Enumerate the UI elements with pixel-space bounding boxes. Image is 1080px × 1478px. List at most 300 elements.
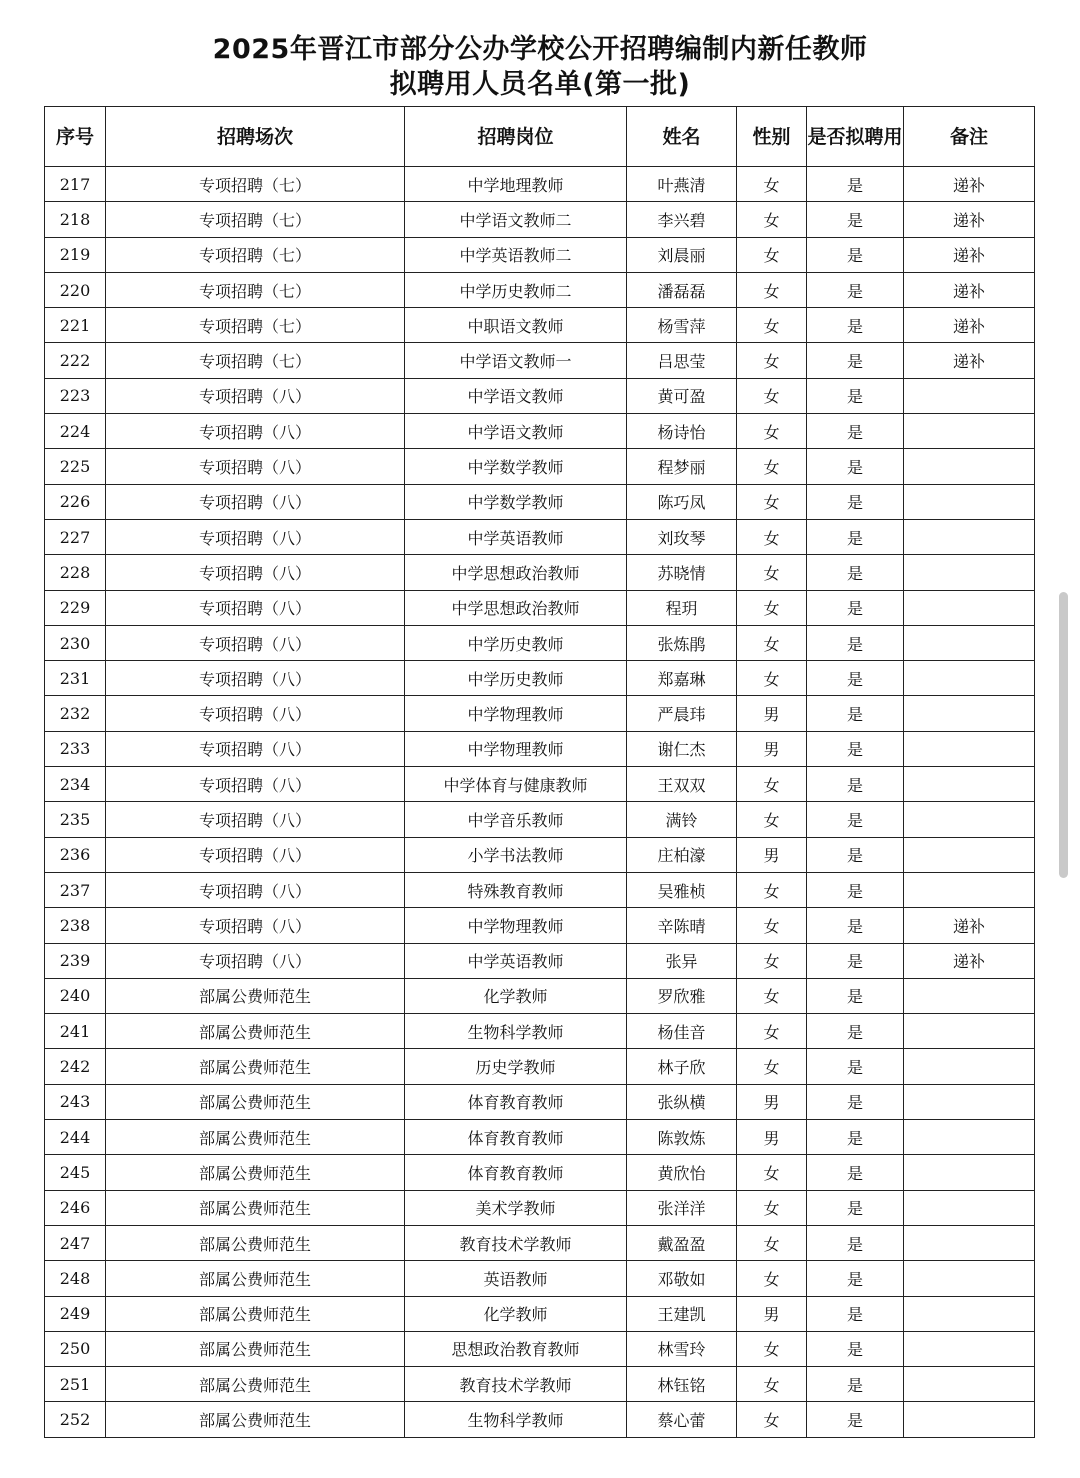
- cell-gender: 女: [737, 484, 807, 519]
- cell-session: 专项招聘（八）: [106, 590, 405, 625]
- cell-hire: 是: [807, 1367, 904, 1402]
- cell-position: 美术学教师: [405, 1190, 627, 1225]
- cell-session: 部属公费师范生: [106, 1049, 405, 1084]
- cell-remark: [904, 1261, 1035, 1296]
- cell-seq: 247: [45, 1225, 106, 1260]
- cell-position: 中学历史教师二: [405, 272, 627, 307]
- header-seq: 序号: [45, 107, 106, 167]
- cell-seq: 230: [45, 625, 106, 660]
- cell-seq: 218: [45, 202, 106, 237]
- table-row: [45, 1225, 1035, 1260]
- cell-gender: 女: [737, 590, 807, 625]
- cell-session: 专项招聘（八）: [106, 767, 405, 802]
- cell-remark: 递补: [904, 943, 1035, 978]
- cell-session: 部属公费师范生: [106, 1402, 405, 1437]
- cell-position: 体育教育教师: [405, 1120, 627, 1155]
- cell-position: 中学语文教师二: [405, 202, 627, 237]
- cell-position: 中学英语教师: [405, 519, 627, 554]
- cell-hire: 是: [807, 1049, 904, 1084]
- cell-remark: [904, 1367, 1035, 1402]
- cell-name: 林雪玲: [627, 1331, 737, 1366]
- cell-position: 教育技术学教师: [405, 1225, 627, 1260]
- table-row: [45, 908, 1035, 943]
- table-row: [45, 202, 1035, 237]
- table-row: [45, 237, 1035, 272]
- cell-hire: 是: [807, 1296, 904, 1331]
- cell-position: 中学英语教师二: [405, 237, 627, 272]
- cell-name: 王双双: [627, 767, 737, 802]
- cell-gender: 女: [737, 414, 807, 449]
- cell-name: 蔡心蕾: [627, 1402, 737, 1437]
- cell-session: 专项招聘（八）: [106, 837, 405, 872]
- cell-remark: [904, 1049, 1035, 1084]
- cell-seq: 231: [45, 661, 106, 696]
- cell-seq: 251: [45, 1367, 106, 1402]
- cell-hire: 是: [807, 308, 904, 343]
- cell-seq: 236: [45, 837, 106, 872]
- cell-session: 专项招聘（八）: [106, 908, 405, 943]
- cell-remark: 递补: [904, 237, 1035, 272]
- cell-position: 中学物理教师: [405, 731, 627, 766]
- cell-name: 谢仁杰: [627, 731, 737, 766]
- cell-position: 化学教师: [405, 1296, 627, 1331]
- cell-gender: 女: [737, 1190, 807, 1225]
- cell-position: 中学历史教师: [405, 661, 627, 696]
- cell-hire: 是: [807, 1190, 904, 1225]
- cell-name: 郑嘉琳: [627, 661, 737, 696]
- table-row: [45, 555, 1035, 590]
- cell-seq: 246: [45, 1190, 106, 1225]
- cell-hire: 是: [807, 908, 904, 943]
- cell-name: 林钰铭: [627, 1367, 737, 1402]
- cell-session: 专项招聘（八）: [106, 449, 405, 484]
- cell-session: 专项招聘（七）: [106, 167, 405, 202]
- cell-seq: 244: [45, 1120, 106, 1155]
- table-row: [45, 1120, 1035, 1155]
- cell-position: 中学数学教师: [405, 484, 627, 519]
- cell-position: 中学语文教师: [405, 414, 627, 449]
- cell-hire: 是: [807, 661, 904, 696]
- cell-position: 思想政治教育教师: [405, 1331, 627, 1366]
- cell-seq: 245: [45, 1155, 106, 1190]
- cell-session: 专项招聘（七）: [106, 237, 405, 272]
- cell-gender: 男: [737, 837, 807, 872]
- cell-position: 中学数学教师: [405, 449, 627, 484]
- cell-seq: 235: [45, 802, 106, 837]
- cell-remark: [904, 696, 1035, 731]
- cell-position: 中学体育与健康教师: [405, 767, 627, 802]
- table-row: [45, 484, 1035, 519]
- cell-remark: [904, 767, 1035, 802]
- table-row: [45, 272, 1035, 307]
- cell-session: 专项招聘（八）: [106, 872, 405, 907]
- cell-session: 部属公费师范生: [106, 1367, 405, 1402]
- cell-position: 中学英语教师: [405, 943, 627, 978]
- table-header-row: [45, 107, 1035, 167]
- cell-gender: 女: [737, 802, 807, 837]
- cell-hire: 是: [807, 1155, 904, 1190]
- cell-remark: [904, 1225, 1035, 1260]
- cell-gender: 男: [737, 1084, 807, 1119]
- table-row: [45, 943, 1035, 978]
- cell-position: 中学音乐教师: [405, 802, 627, 837]
- cell-session: 专项招聘（八）: [106, 943, 405, 978]
- table-row: [45, 1402, 1035, 1437]
- cell-session: 专项招聘（八）: [106, 661, 405, 696]
- cell-gender: 女: [737, 661, 807, 696]
- cell-hire: 是: [807, 731, 904, 766]
- cell-position: 教育技术学教师: [405, 1367, 627, 1402]
- cell-remark: [904, 872, 1035, 907]
- cell-gender: 男: [737, 1296, 807, 1331]
- cell-remark: [904, 625, 1035, 660]
- cell-remark: [904, 484, 1035, 519]
- cell-session: 专项招聘（八）: [106, 378, 405, 413]
- cell-remark: 递补: [904, 167, 1035, 202]
- cell-seq: 232: [45, 696, 106, 731]
- cell-remark: [904, 1402, 1035, 1437]
- cell-gender: 女: [737, 272, 807, 307]
- cell-position: 生物科学教师: [405, 1014, 627, 1049]
- cell-session: 部属公费师范生: [106, 1120, 405, 1155]
- cell-gender: 女: [737, 555, 807, 590]
- cell-hire: 是: [807, 1120, 904, 1155]
- cell-name: 吴雅桢: [627, 872, 737, 907]
- cell-session: 部属公费师范生: [106, 1261, 405, 1296]
- header-session: 招聘场次: [106, 107, 405, 167]
- cell-position: 中学历史教师: [405, 625, 627, 660]
- cell-hire: 是: [807, 1084, 904, 1119]
- cell-seq: 237: [45, 872, 106, 907]
- cell-position: 中学思想政治教师: [405, 555, 627, 590]
- cell-session: 专项招聘（八）: [106, 555, 405, 590]
- title-line-2: 拟聘用人员名单(第一批): [389, 69, 691, 100]
- cell-seq: 228: [45, 555, 106, 590]
- cell-hire: 是: [807, 202, 904, 237]
- cell-remark: [904, 1120, 1035, 1155]
- cell-seq: 225: [45, 449, 106, 484]
- cell-gender: 女: [737, 978, 807, 1013]
- hire-list-table: [44, 106, 1035, 1438]
- cell-hire: 是: [807, 590, 904, 625]
- cell-hire: 是: [807, 272, 904, 307]
- table-row: [45, 1155, 1035, 1190]
- cell-seq: 248: [45, 1261, 106, 1296]
- cell-seq: 233: [45, 731, 106, 766]
- cell-seq: 250: [45, 1331, 106, 1366]
- cell-name: 罗欣雅: [627, 978, 737, 1013]
- cell-remark: [904, 590, 1035, 625]
- cell-gender: 女: [737, 343, 807, 378]
- cell-position: 中学语文教师: [405, 378, 627, 413]
- cell-hire: 是: [807, 519, 904, 554]
- cell-session: 部属公费师范生: [106, 1084, 405, 1119]
- cell-name: 刘晨丽: [627, 237, 737, 272]
- header-position: 招聘岗位: [405, 107, 627, 167]
- cell-position: 特殊教育教师: [405, 872, 627, 907]
- cell-gender: 男: [737, 696, 807, 731]
- table-row: [45, 625, 1035, 660]
- cell-remark: 递补: [904, 308, 1035, 343]
- table-row: [45, 837, 1035, 872]
- cell-session: 专项招聘（八）: [106, 802, 405, 837]
- cell-seq: 241: [45, 1014, 106, 1049]
- cell-name: 辛陈晴: [627, 908, 737, 943]
- cell-name: 程梦丽: [627, 449, 737, 484]
- cell-hire: 是: [807, 802, 904, 837]
- cell-seq: 224: [45, 414, 106, 449]
- cell-session: 专项招聘（八）: [106, 696, 405, 731]
- cell-gender: 女: [737, 1402, 807, 1437]
- cell-remark: 递补: [904, 272, 1035, 307]
- cell-session: 部属公费师范生: [106, 1155, 405, 1190]
- cell-remark: [904, 449, 1035, 484]
- table-row: [45, 167, 1035, 202]
- header-name: 姓名: [627, 107, 737, 167]
- cell-name: 刘玫琴: [627, 519, 737, 554]
- table-row: [45, 1296, 1035, 1331]
- cell-remark: 递补: [904, 908, 1035, 943]
- cell-name: 杨佳音: [627, 1014, 737, 1049]
- cell-position: 中学语文教师一: [405, 343, 627, 378]
- cell-seq: 240: [45, 978, 106, 1013]
- cell-gender: 女: [737, 943, 807, 978]
- cell-seq: 249: [45, 1296, 106, 1331]
- cell-gender: 女: [737, 202, 807, 237]
- header-hire: 是否拟聘用: [807, 107, 904, 167]
- cell-name: 陈敦炼: [627, 1120, 737, 1155]
- cell-name: 林子欣: [627, 1049, 737, 1084]
- table-row: [45, 696, 1035, 731]
- cell-remark: [904, 802, 1035, 837]
- cell-hire: 是: [807, 484, 904, 519]
- cell-name: 黄欣怡: [627, 1155, 737, 1190]
- cell-remark: [904, 519, 1035, 554]
- table-row: [45, 1014, 1035, 1049]
- cell-name: 杨诗怡: [627, 414, 737, 449]
- cell-position: 小学书法教师: [405, 837, 627, 872]
- table-row: [45, 308, 1035, 343]
- cell-hire: 是: [807, 449, 904, 484]
- cell-hire: 是: [807, 696, 904, 731]
- cell-name: 张纵横: [627, 1084, 737, 1119]
- cell-hire: 是: [807, 1014, 904, 1049]
- cell-gender: 女: [737, 308, 807, 343]
- cell-gender: 女: [737, 378, 807, 413]
- cell-seq: 220: [45, 272, 106, 307]
- cell-gender: 女: [737, 1049, 807, 1084]
- cell-gender: 女: [737, 167, 807, 202]
- cell-name: 满铃: [627, 802, 737, 837]
- cell-name: 吕思莹: [627, 343, 737, 378]
- cell-session: 部属公费师范生: [106, 1190, 405, 1225]
- cell-position: 化学教师: [405, 978, 627, 1013]
- cell-session: 专项招聘（八）: [106, 484, 405, 519]
- cell-hire: 是: [807, 1402, 904, 1437]
- cell-name: 黄可盈: [627, 378, 737, 413]
- table-row: [45, 449, 1035, 484]
- cell-name: 严晨玮: [627, 696, 737, 731]
- cell-hire: 是: [807, 625, 904, 660]
- cell-name: 庄柏濠: [627, 837, 737, 872]
- cell-name: 邓敬如: [627, 1261, 737, 1296]
- table-row: [45, 1331, 1035, 1366]
- cell-session: 专项招聘（七）: [106, 343, 405, 378]
- cell-seq: 238: [45, 908, 106, 943]
- table-row: [45, 414, 1035, 449]
- cell-position: 历史学教师: [405, 1049, 627, 1084]
- cell-remark: [904, 1014, 1035, 1049]
- cell-remark: [904, 555, 1035, 590]
- cell-position: 体育教育教师: [405, 1155, 627, 1190]
- cell-name: 戴盈盈: [627, 1225, 737, 1260]
- cell-gender: 女: [737, 1331, 807, 1366]
- cell-name: 张洋洋: [627, 1190, 737, 1225]
- cell-gender: 女: [737, 1155, 807, 1190]
- header-gender: 性别: [737, 107, 807, 167]
- cell-gender: 男: [737, 1120, 807, 1155]
- cell-hire: 是: [807, 767, 904, 802]
- cell-seq: 252: [45, 1402, 106, 1437]
- header-remark: 备注: [904, 107, 1035, 167]
- cell-seq: 223: [45, 378, 106, 413]
- table-row: [45, 1084, 1035, 1119]
- cell-hire: 是: [807, 1225, 904, 1260]
- cell-seq: 221: [45, 308, 106, 343]
- cell-session: 专项招聘（八）: [106, 519, 405, 554]
- cell-hire: 是: [807, 1261, 904, 1296]
- cell-gender: 女: [737, 449, 807, 484]
- cell-session: 部属公费师范生: [106, 1225, 405, 1260]
- cell-name: 陈巧凤: [627, 484, 737, 519]
- cell-name: 王建凯: [627, 1296, 737, 1331]
- cell-gender: 女: [737, 1367, 807, 1402]
- table-row: [45, 519, 1035, 554]
- cell-position: 中职语文教师: [405, 308, 627, 343]
- cell-remark: [904, 1296, 1035, 1331]
- cell-hire: 是: [807, 837, 904, 872]
- cell-session: 专项招聘（八）: [106, 625, 405, 660]
- cell-hire: 是: [807, 237, 904, 272]
- cell-session: 专项招聘（七）: [106, 272, 405, 307]
- cell-gender: 女: [737, 237, 807, 272]
- vertical-scrollbar[interactable]: [1059, 592, 1068, 878]
- cell-remark: 递补: [904, 202, 1035, 237]
- cell-hire: 是: [807, 167, 904, 202]
- cell-gender: 女: [737, 1261, 807, 1296]
- cell-session: 部属公费师范生: [106, 1296, 405, 1331]
- cell-remark: 递补: [904, 343, 1035, 378]
- cell-seq: 226: [45, 484, 106, 519]
- cell-name: 张炼鹃: [627, 625, 737, 660]
- cell-session: 专项招聘（七）: [106, 308, 405, 343]
- cell-seq: 243: [45, 1084, 106, 1119]
- cell-seq: 217: [45, 167, 106, 202]
- cell-seq: 222: [45, 343, 106, 378]
- cell-gender: 女: [737, 625, 807, 660]
- table-body: [45, 167, 1035, 1438]
- cell-remark: [904, 414, 1035, 449]
- cell-remark: [904, 731, 1035, 766]
- cell-position: 英语教师: [405, 1261, 627, 1296]
- cell-session: 专项招聘（八）: [106, 414, 405, 449]
- cell-gender: 女: [737, 908, 807, 943]
- cell-remark: [904, 1155, 1035, 1190]
- cell-position: 体育教育教师: [405, 1084, 627, 1119]
- cell-session: 部属公费师范生: [106, 978, 405, 1013]
- cell-remark: [904, 1084, 1035, 1119]
- table-row: [45, 590, 1035, 625]
- cell-position: 中学物理教师: [405, 908, 627, 943]
- cell-name: 杨雪萍: [627, 308, 737, 343]
- cell-gender: 女: [737, 1225, 807, 1260]
- cell-name: 张异: [627, 943, 737, 978]
- table-row: [45, 767, 1035, 802]
- cell-hire: 是: [807, 343, 904, 378]
- table-row: [45, 343, 1035, 378]
- cell-session: 部属公费师范生: [106, 1014, 405, 1049]
- table-row: [45, 1049, 1035, 1084]
- table-row: [45, 1190, 1035, 1225]
- cell-remark: [904, 978, 1035, 1013]
- cell-name: 程玥: [627, 590, 737, 625]
- cell-hire: 是: [807, 1331, 904, 1366]
- cell-remark: [904, 378, 1035, 413]
- document-title: [0, 32, 1080, 102]
- cell-remark: [904, 837, 1035, 872]
- cell-position: 中学思想政治教师: [405, 590, 627, 625]
- cell-name: 叶燕清: [627, 167, 737, 202]
- cell-hire: 是: [807, 378, 904, 413]
- cell-gender: 女: [737, 519, 807, 554]
- table-row: [45, 802, 1035, 837]
- table-row: [45, 661, 1035, 696]
- cell-position: 中学地理教师: [405, 167, 627, 202]
- table-row: [45, 731, 1035, 766]
- cell-position: 生物科学教师: [405, 1402, 627, 1437]
- cell-seq: 242: [45, 1049, 106, 1084]
- cell-seq: 234: [45, 767, 106, 802]
- cell-name: 潘磊磊: [627, 272, 737, 307]
- cell-name: 李兴碧: [627, 202, 737, 237]
- cell-seq: 229: [45, 590, 106, 625]
- cell-gender: 女: [737, 767, 807, 802]
- table-row: [45, 1367, 1035, 1402]
- title-line-1: 2025年晋江市部分公办学校公开招聘编制内新任教师: [212, 34, 868, 65]
- cell-gender: 男: [737, 731, 807, 766]
- cell-remark: [904, 1190, 1035, 1225]
- cell-session: 专项招聘（七）: [106, 202, 405, 237]
- cell-hire: 是: [807, 978, 904, 1013]
- table-row: [45, 1261, 1035, 1296]
- cell-gender: 女: [737, 1014, 807, 1049]
- cell-gender: 女: [737, 872, 807, 907]
- cell-seq: 239: [45, 943, 106, 978]
- cell-hire: 是: [807, 414, 904, 449]
- cell-hire: 是: [807, 555, 904, 590]
- table-row: [45, 872, 1035, 907]
- table-row: [45, 378, 1035, 413]
- cell-remark: [904, 661, 1035, 696]
- cell-remark: [904, 1331, 1035, 1366]
- cell-seq: 219: [45, 237, 106, 272]
- cell-position: 中学物理教师: [405, 696, 627, 731]
- table-row: [45, 978, 1035, 1013]
- cell-hire: 是: [807, 943, 904, 978]
- cell-name: 苏晓情: [627, 555, 737, 590]
- cell-session: 专项招聘（八）: [106, 731, 405, 766]
- cell-seq: 227: [45, 519, 106, 554]
